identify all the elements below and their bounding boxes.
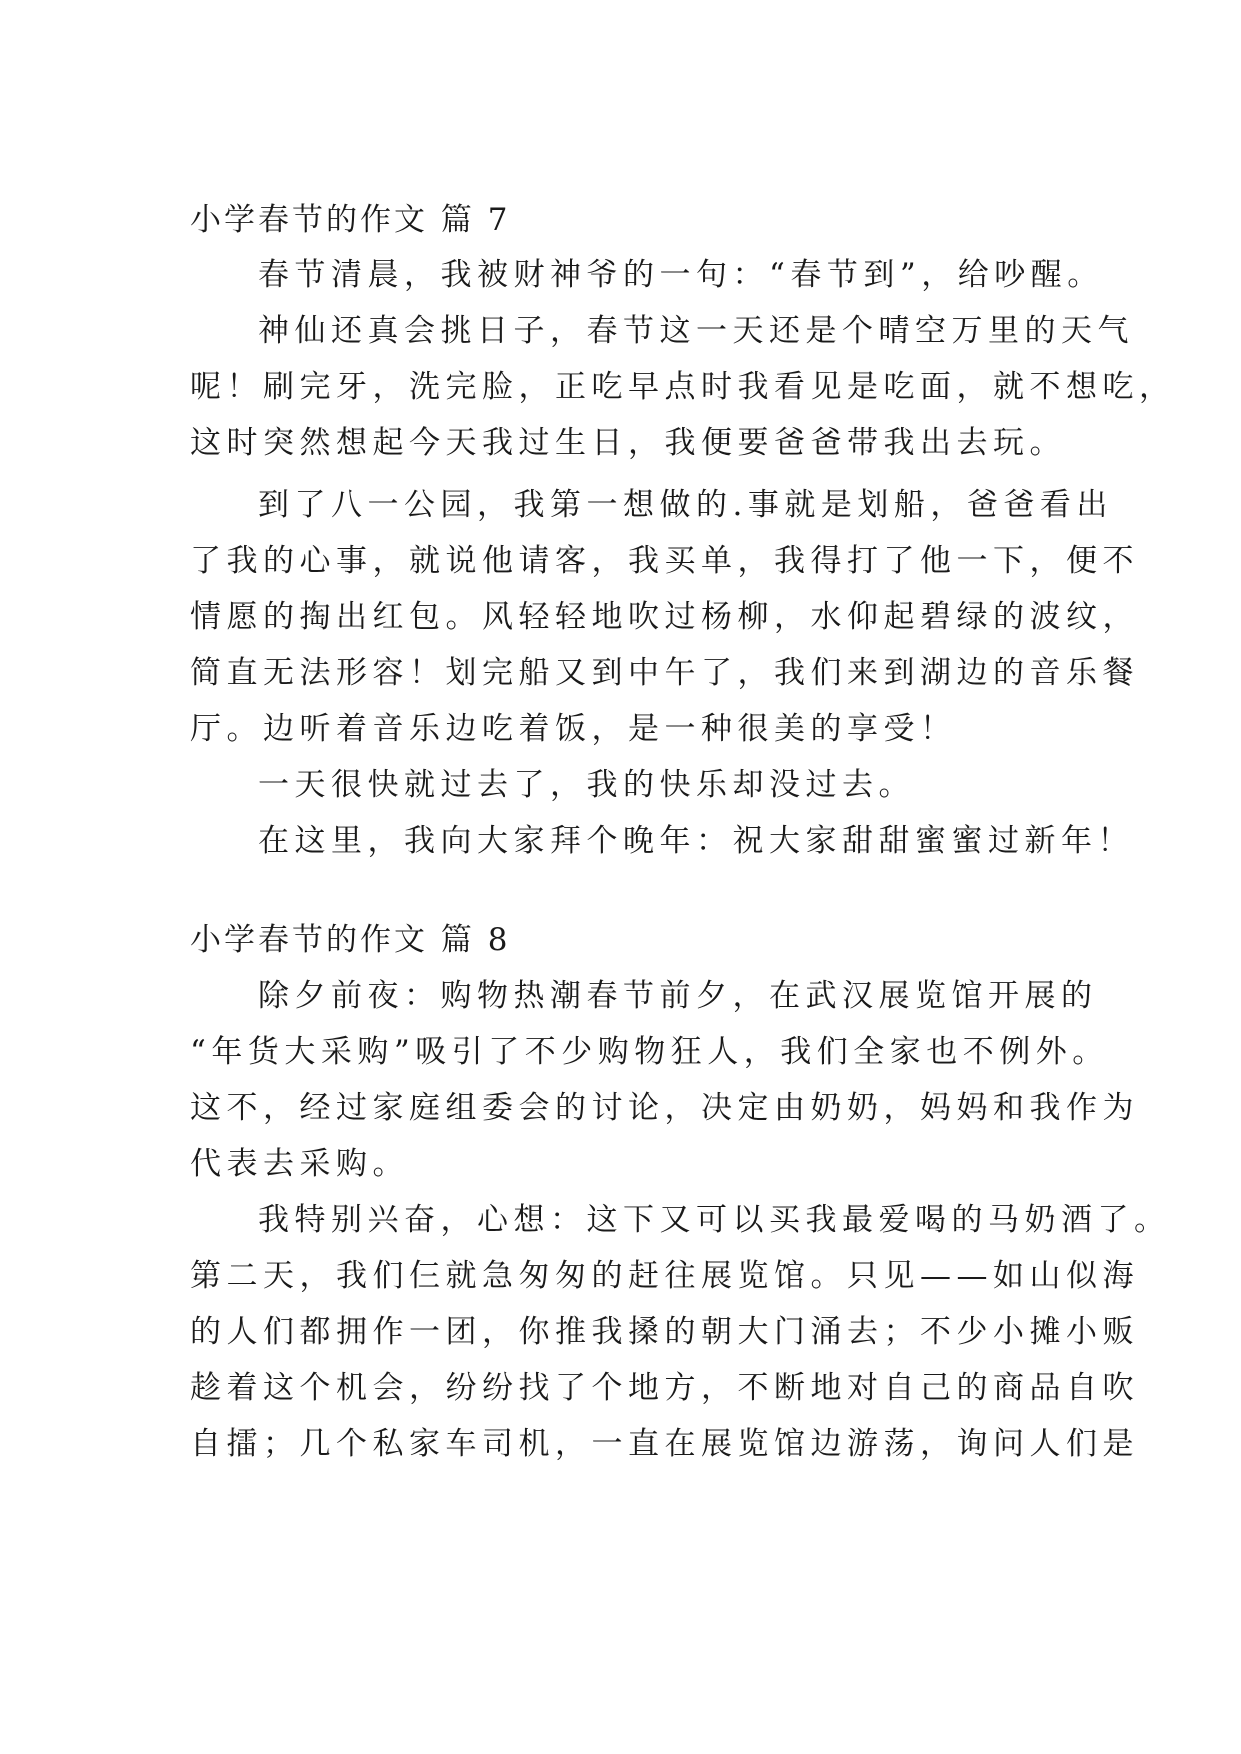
paragraph-line: 春节清晨，我被财神爷的一句：“春节到”，给吵醒。 <box>258 257 1104 293</box>
paragraph-line: 到了八一公园，我第一想做的.事就是划船，爸爸看出 <box>258 487 1113 523</box>
paragraph-line: 神仙还真会挑日子，春节这一天还是个晴空万里的天气 <box>258 313 1134 349</box>
paragraph-line: 呢！刷完牙，洗完脸，正吃早点时我看见是吃面，就不想吃， <box>190 369 1176 405</box>
paragraph-line: 在这里，我向大家拜个晚年：祝大家甜甜蜜蜜过新年！ <box>258 823 1134 859</box>
paragraph-line: 第二天，我们仨就急匆匆的赶往展览馆。只见——如山似海 <box>190 1258 1139 1294</box>
paragraph-line: 这时突然想起今天我过生日，我便要爸爸带我出去玩。 <box>190 425 1066 461</box>
paragraph-line: 厅。边听着音乐边吃着饭，是一种很美的享受！ <box>190 711 957 747</box>
paragraph-line: 简直无法形容！划完船又到中午了，我们来到湖边的音乐餐 <box>190 655 1139 691</box>
section-title: 小学春节的作文 篇 8 <box>190 922 511 958</box>
paragraph-line: 自擂；几个私家车司机，一直在展览馆边游荡，询问人们是 <box>190 1426 1139 1462</box>
paragraph-line: 情愿的掏出红包。风轻轻地吹过杨柳，水仰起碧绿的波纹， <box>190 599 1139 635</box>
paragraph-line: 代表去采购。 <box>190 1146 409 1182</box>
paragraph-line: 这不，经过家庭组委会的讨论，决定由奶奶，妈妈和我作为 <box>190 1090 1139 1126</box>
paragraph-line: 趁着这个机会，纷纷找了个地方，不断地对自己的商品自吹 <box>190 1370 1139 1406</box>
section-title: 小学春节的作文 篇 7 <box>190 202 511 238</box>
paragraph-line: 除夕前夜：购物热潮春节前夕，在武汉展览馆开展的 <box>258 978 1098 1014</box>
paragraph-line: 了我的心事，就说他请客，我买单，我得打了他一下，便不 <box>190 543 1139 579</box>
paragraph-line: 的人们都拥作一团，你推我搡的朝大门涌去；不少小摊小贩 <box>190 1314 1139 1350</box>
paragraph-line: 我特别兴奋，心想：这下又可以买我最爱喝的马奶酒了。 <box>258 1202 1171 1238</box>
paragraph-line: 一天很快就过去了，我的快乐却没过去。 <box>258 767 915 803</box>
paragraph-line: “年货大采购”吸引了不少购物狂人，我们全家也不例外。 <box>190 1034 1109 1070</box>
